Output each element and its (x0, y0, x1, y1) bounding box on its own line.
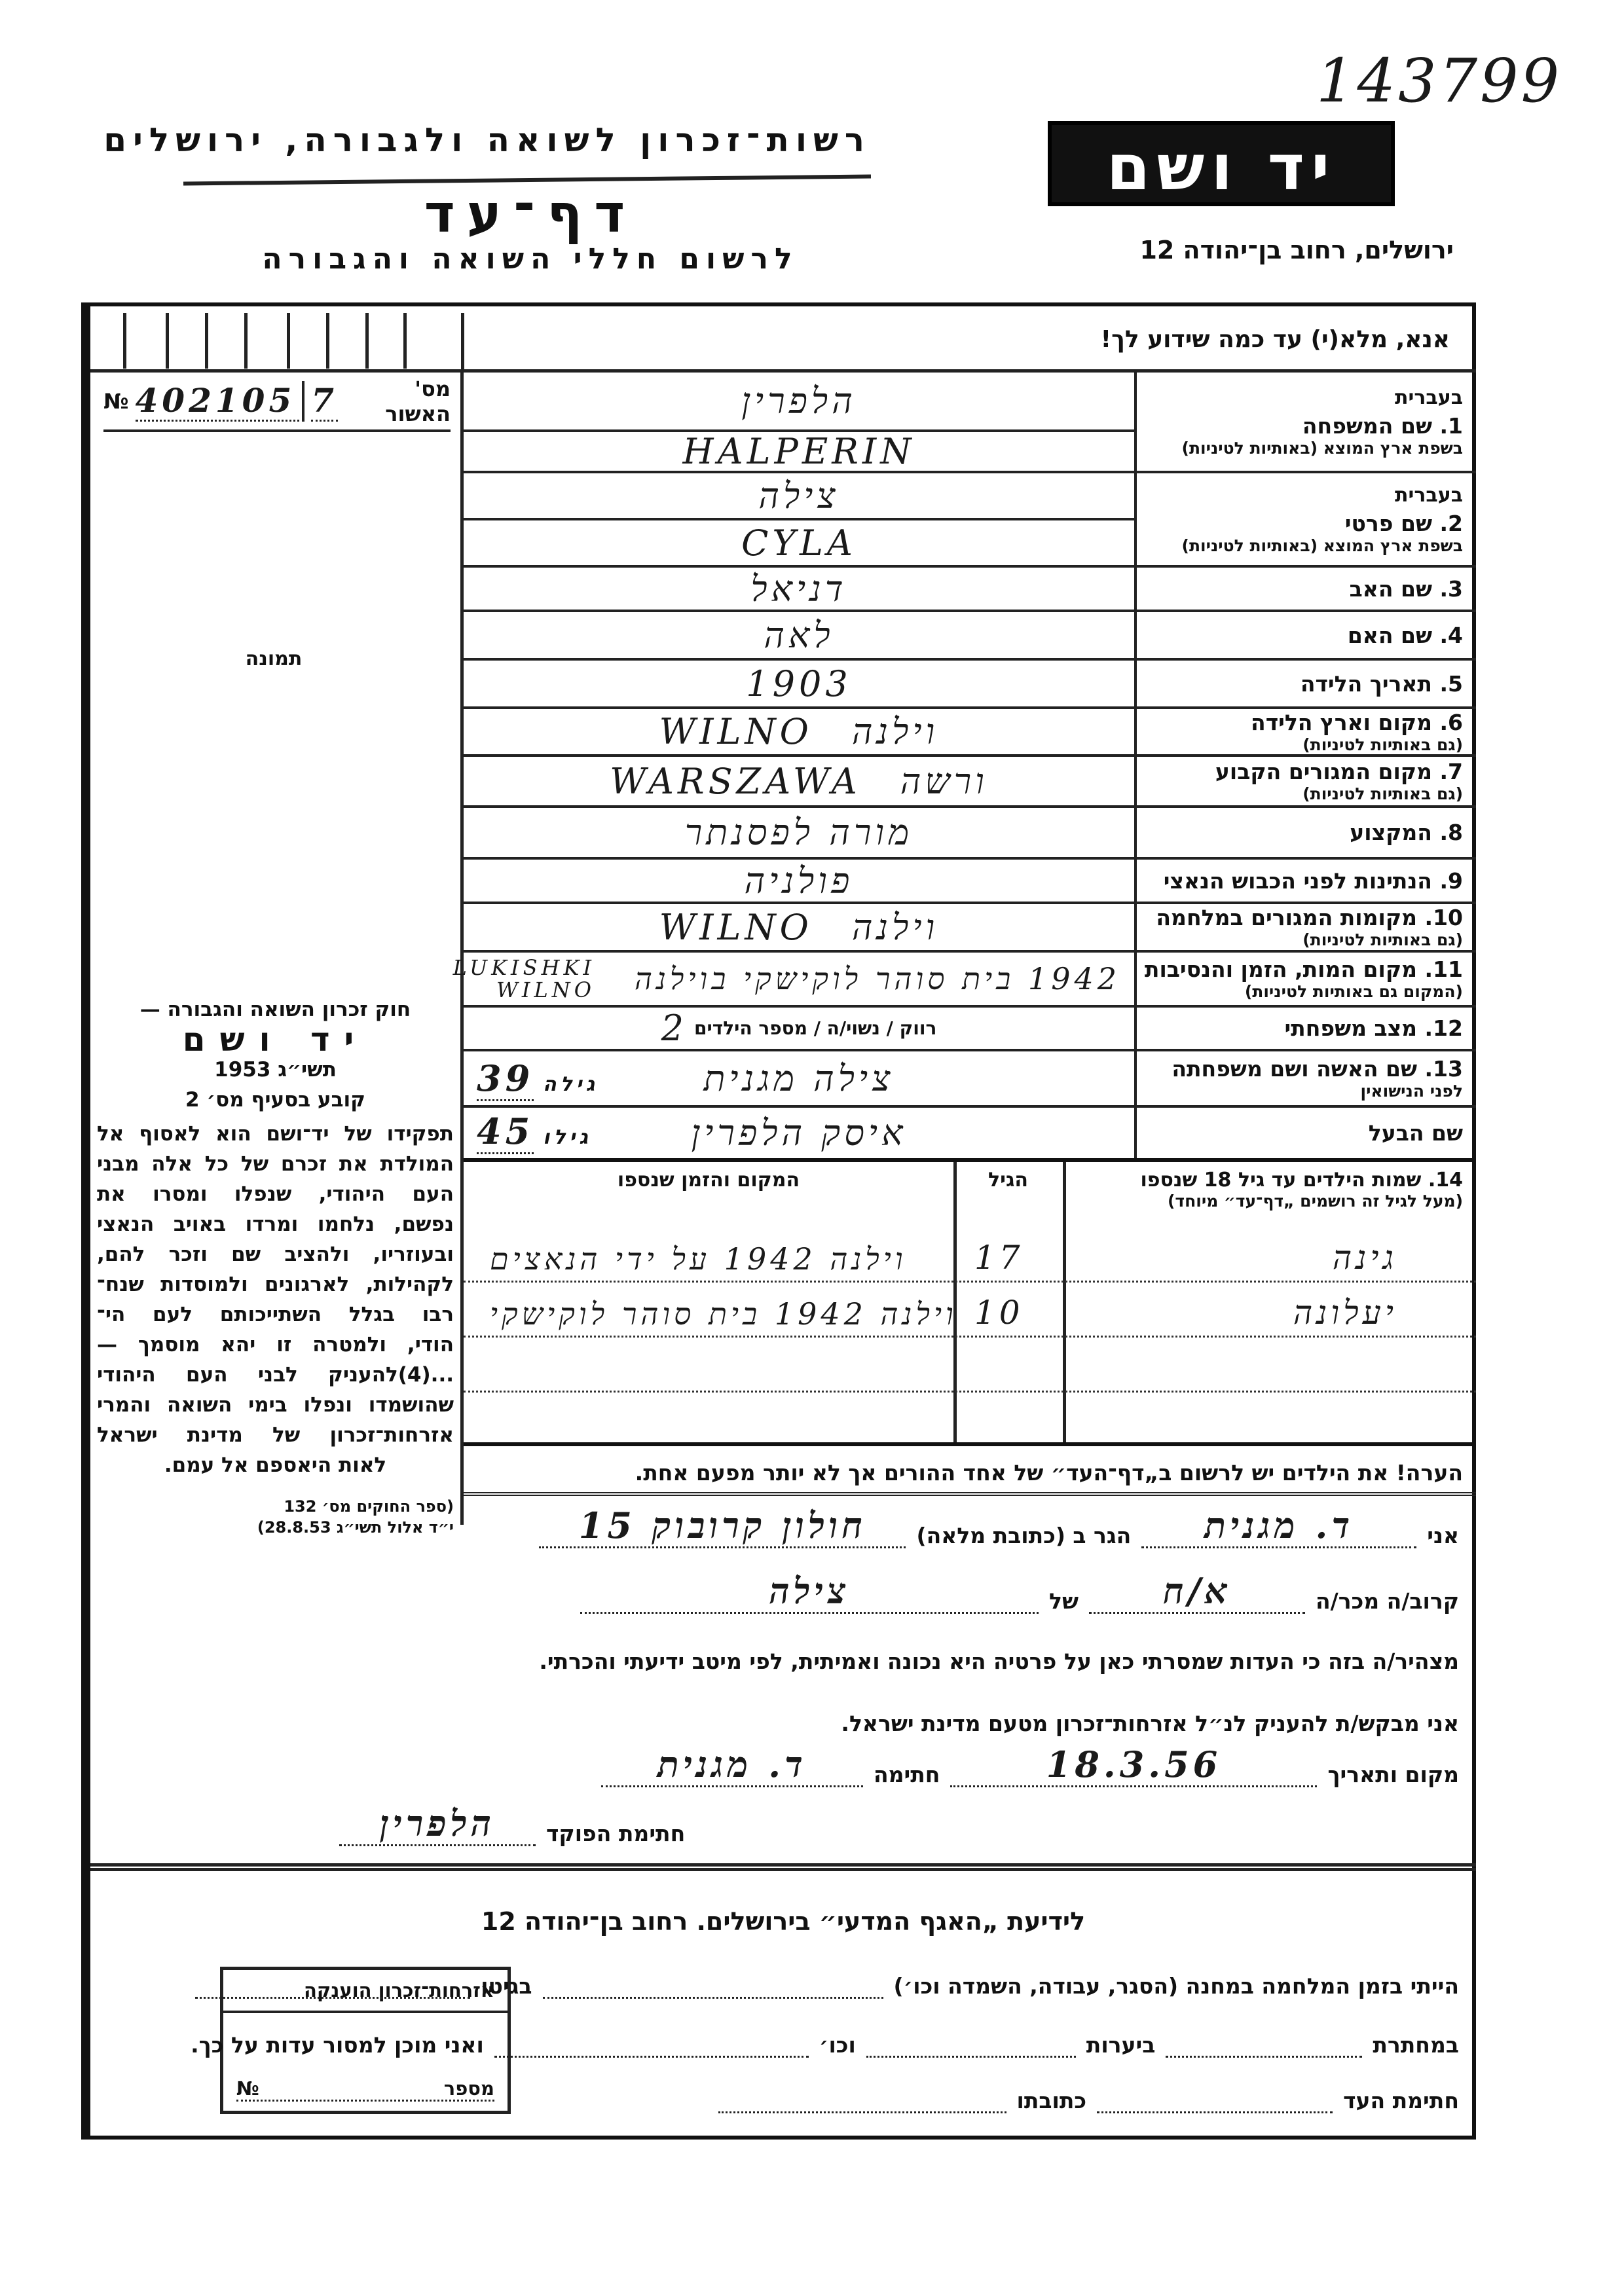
wartime-residence[interactable]: וילנה WILNO (464, 904, 1134, 953)
family-name-latin[interactable]: HALPERIN (464, 432, 1134, 473)
page-title: דף־עד (424, 183, 637, 244)
awards-number-label: מספר (443, 2077, 494, 2100)
law-line: לקהילות, לארגונים ולמוסדות שנח־ (97, 1273, 454, 1296)
field-family-status-label: 12. מצב משפחתי (1134, 1008, 1476, 1051)
child-place: וילנה 1942 על ידי הנאצים (490, 1241, 907, 1277)
profession[interactable]: מורה לפסנתר (464, 808, 1134, 860)
declarant-address[interactable]: חולון קרובוק 15 (539, 1504, 906, 1548)
forests-field[interactable] (866, 2032, 1076, 2058)
children-header: 14. שמות הילדים עד גיל 18 שנספו (מעל לגיל זה רושמים „דף־עד״ מיוחד) (1140, 1169, 1463, 1211)
child-place: וילנה 1942 בית סוהר לוקישקי (490, 1296, 957, 1332)
field-birth-date-label: 5. תאריך הלידה (1134, 661, 1476, 709)
code-box-divider (287, 313, 290, 369)
law-body (97, 1119, 454, 1480)
info-line-underground: במחתרת ביערות וכו׳ ואני מוכן למסור עדות על כך. (191, 2032, 1459, 2058)
children-table (464, 1158, 1476, 1446)
law-line: אזרחות־זכרון של מדינת ישראל (97, 1423, 454, 1447)
info-title: לידיעת „האגף המדעי״ בירושלים. רחוב בן־יהודה 12 (481, 1907, 1086, 1936)
law-source (97, 1496, 454, 1538)
code-box-divider (205, 313, 208, 369)
law-line: הודי, ולמטרה זו יהא מוסמך — (97, 1333, 454, 1357)
law-excerpt (97, 994, 454, 1538)
number-sign: № (236, 2077, 259, 2100)
office-column (90, 373, 464, 1537)
place-date[interactable]: 18.3.56 (950, 1743, 1317, 1787)
relation-value[interactable]: א/ח (1089, 1570, 1305, 1614)
law-line: לאות היאספם אל עמם. (164, 1453, 387, 1477)
declarant-line: אני ד. מגנית הגר ב (כתובת מלאה) חולון קרובוק 15 (464, 1504, 1459, 1548)
birth-place[interactable]: וילנה WILNO (464, 709, 1134, 757)
field-wartime-label: 10. מקומות המגורים במלחמה (גם באותיות לטיניות) (1134, 904, 1476, 953)
permanent-residence[interactable]: ורשה WARSZAWA (464, 757, 1134, 808)
declaration-text: מצהיר/ה בזה כי העדות שמסרתי כאן על פרטיה היא נכונה ואמיתית, לפי מיטב ידיעתי והכרתי. (539, 1649, 1459, 1674)
first-name-latin[interactable]: CYLA (464, 520, 1134, 568)
field-death-label: 11. מקום המות, הזמן והנסיבות (המקום גם באותיות לטיניות) (1134, 953, 1476, 1008)
law-line: ובעוזריו, ולהציב שם וזכר להם, (97, 1243, 454, 1266)
table-row[interactable] (464, 1228, 1476, 1283)
officer-signature[interactable]: הלפרין (339, 1802, 536, 1846)
witness-signature-field[interactable] (1097, 2087, 1333, 2113)
field-nationality-label: 9. הנתינות לפני הכבוש הנאצי (1134, 860, 1476, 904)
yad-vashem-logo: יד ושם (1048, 121, 1395, 206)
camp-field[interactable] (543, 1973, 883, 1999)
child-age: 17 (974, 1239, 1024, 1277)
table-row[interactable] (464, 1283, 1476, 1338)
child-age: 10 (974, 1294, 1024, 1332)
law-name: יד ושם (182, 1021, 369, 1059)
law-line: נפשם, נלחמו ומרדו באויב הנאצי (97, 1212, 454, 1236)
remark-note: הערה! את הילדים יש לרשום ב„דף־העד״ של אחד ההורים אך לא יותר מפעם אחת. (464, 1450, 1476, 1496)
first-name-hebrew[interactable]: צילה (464, 473, 1134, 520)
field-father-label: 3. שם האב (1134, 568, 1476, 612)
child-name: יעלונה (1293, 1294, 1397, 1332)
law-year: תשי״ג 1953 (214, 1058, 337, 1082)
law-line: רבו בגלל השתייכותם לעם הי־ (97, 1303, 454, 1326)
wife-age[interactable]: גילה 39 (477, 1057, 599, 1101)
law-line: העם היהודי, שנפלו ומסרו את (97, 1182, 454, 1206)
number-sign: № (103, 388, 129, 414)
relation-of[interactable]: צילה (580, 1570, 1039, 1614)
place-header: המקום והזמן שנספו (617, 1169, 800, 1192)
law-line: תפקידו של יד־ושם הוא לאסוף אל (97, 1122, 454, 1146)
field-wife-label: 13. שם האשה ושם משפחתה לפני הנישואין (1134, 1051, 1476, 1108)
ghetto-field[interactable] (195, 1973, 470, 1999)
approval-number (103, 373, 451, 432)
awards-title: אזרחות־זכרון הוענקה (223, 1970, 507, 2013)
field-birth-place-label: 6. מקום וארץ הלידה (גם באותיות לטיניות) (1134, 709, 1476, 757)
officer-line: חתימת הפוקד הלפרין (339, 1802, 685, 1846)
personal-details (452, 373, 1476, 1158)
organization-name: רשות־זכרון לשואה ולגבורה, ירושלים (103, 121, 871, 159)
code-box-divider (123, 313, 126, 369)
father-name[interactable]: דניאל (464, 568, 1134, 612)
husband-age[interactable]: גילו 45 (477, 1110, 592, 1154)
code-box-divider (403, 313, 407, 369)
age-header: הגיל (988, 1169, 1028, 1192)
husband-name[interactable]: איסק הלפרין גילו 45 (477, 1110, 907, 1154)
page-subtitle: לרשום חללי השואה והגבורה (262, 242, 799, 276)
law-source-line: (ספר החוקים מס׳ 132 (284, 1497, 454, 1516)
divider (90, 1863, 1476, 1871)
family-status[interactable]: רווק / נשוי/ה / מספר הילדים 2 (464, 1008, 1134, 1051)
info-line-camp: הייתי בזמן המלחמה במחנה (הסגר, עבודה, השמדה וכו׳) בגיטו (97, 1973, 1459, 1999)
birth-date[interactable]: 1903 (464, 661, 1134, 709)
field-husband-label: שם הבעל (1134, 1108, 1476, 1158)
nationality[interactable]: פולניה (464, 860, 1134, 904)
code-box-divider (244, 313, 248, 369)
request-text: אני מבקש/ת להעניק לנ״ל אזרחות־זכרון מטעם מדינת ישראל. (841, 1711, 1459, 1736)
law-source-line: י״ד אלול תשי״ג 28.8.53) (257, 1518, 454, 1537)
relation-line: קרוב/ה מכר/ה א/ח של צילה (464, 1570, 1459, 1614)
document-number: 143799 (1316, 46, 1562, 116)
photo-label: תמונה (245, 647, 303, 670)
approval-label: מס' האשור (385, 376, 451, 426)
header-address: ירושלים, רחוב בן־יהודה 12 (1139, 236, 1454, 264)
table-row[interactable] (464, 1338, 1476, 1393)
law-title: חוק זכרון השואה והגבורה — (139, 998, 411, 1021)
law-line: ...(4)להעניק לבני העם היהודי (97, 1363, 454, 1387)
child-name: גינה (1332, 1239, 1397, 1277)
witness-address-field[interactable] (718, 2087, 1006, 2113)
testimony-form (81, 302, 1476, 2140)
etc-field[interactable] (494, 2032, 809, 2058)
death-place[interactable]: 1942 בית סוהר לוקישקי בוילנה LUKISHKI WILNO (464, 953, 1134, 1008)
table-row[interactable] (464, 1393, 1476, 1448)
code-box-divider (326, 313, 329, 369)
field-first-name-label: בעברית 2. שם פרטי בשפת ארץ המוצא (באותיות לטיניות) (1134, 473, 1476, 568)
wife-name[interactable]: צילה מגנית גילה 39 (464, 1051, 1134, 1108)
signature-line: מקום ותאריך 18.3.56 חתימה ד. מגנית (464, 1743, 1459, 1787)
info-line-witness: חתימת העד כתובתו (718, 2087, 1459, 2113)
law-line: שהושמדו ונפלו בימי השואה והמרי (97, 1393, 454, 1417)
code-box-divider (365, 313, 369, 369)
mother-name[interactable]: לאה (464, 612, 1134, 661)
family-name-hebrew[interactable]: הלפרין (464, 373, 1134, 432)
law-clause: קובע בסעיף מס׳ 2 (185, 1088, 365, 1112)
field-mother-label: 4. שם האם (1134, 612, 1476, 661)
code-box-divider (166, 313, 169, 369)
declarant-name[interactable]: ד. מגנית (1141, 1504, 1416, 1548)
field-residence-label: 7. מקום המגורים הקבוע (גם באותיות לטיניות) (1134, 757, 1476, 808)
instructions: אנא, מלא(י) עד כמה שידוע לך! (1100, 326, 1450, 353)
underground-field[interactable] (1166, 2032, 1362, 2058)
code-box-divider (461, 313, 464, 373)
approval-value: 7 (311, 381, 338, 422)
signature[interactable]: ד. מגנית (601, 1743, 863, 1787)
record-number: 402105 (136, 381, 305, 422)
top-strip (90, 306, 1476, 373)
law-line: המולדת את זכרם של כל אלה מבני (97, 1152, 454, 1176)
field-profession-label: 8. המקצוע (1134, 808, 1476, 860)
field-family-name-label: בעברית 1. שם המשפחה בשפת ארץ המוצא (באותיות לטיניות) (1134, 373, 1476, 473)
